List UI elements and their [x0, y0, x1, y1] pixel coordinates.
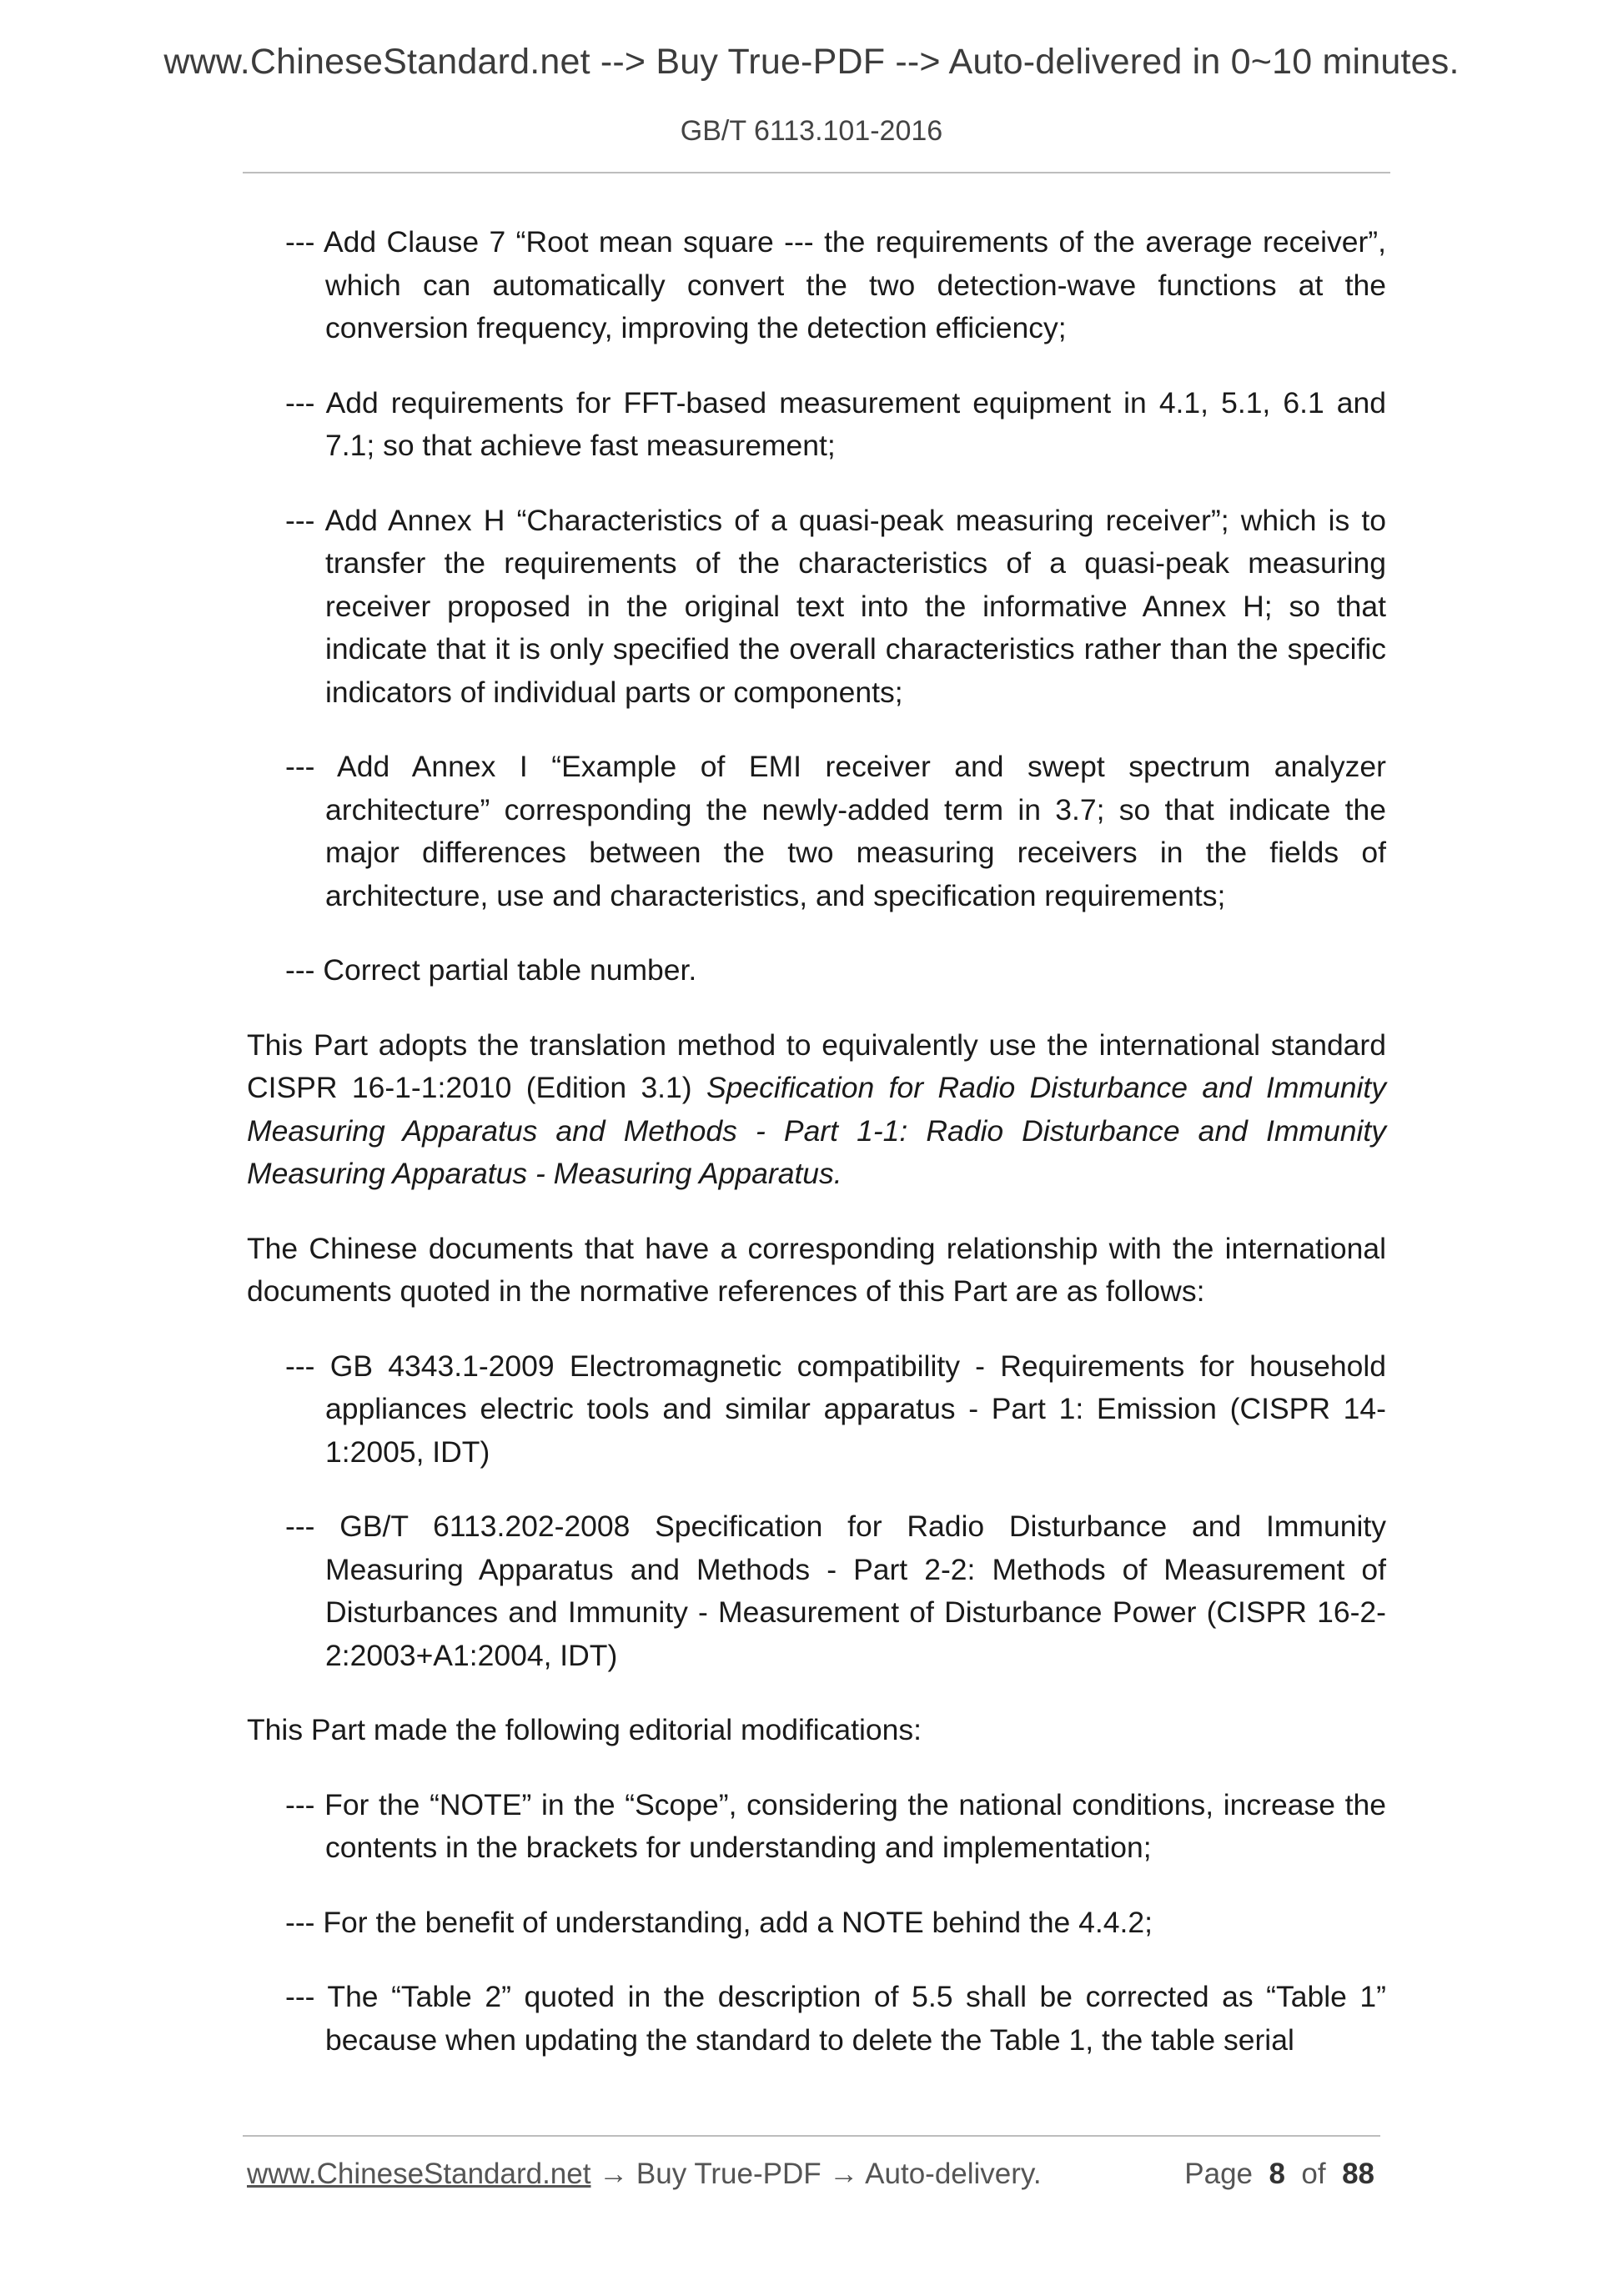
- footer-divider: [243, 2135, 1380, 2137]
- list-item: --- Add Clause 7 “Root mean square --- the requirements of the average receiver”, which can automatically convert the two detection-wave functions at the conversion frequency, improving the detection efficiency;: [285, 225, 1386, 344]
- footer-left: [247, 2158, 1042, 2191]
- adoption-lead: This Part adopts the translation method to equivalently use the international standard CISPR 16-1-1:2010 (Edition 3.1): [247, 1027, 1386, 1104]
- document-code: GB/T 6113.101-2016: [680, 115, 943, 147]
- editorial-intro: This Part made the following editorial modifications:: [247, 1713, 922, 1746]
- page-indicator: [1184, 2158, 1374, 2191]
- list-item: --- For the benefit of understanding, add a NOTE behind the 4.4.2;: [285, 1905, 1153, 1939]
- list-item: --- GB 4343.1-2009 Electromagnetic compatibility - Requirements for household appliances electric tools and similar apparatus - Part 1: Emission (CISPR 14-1:2005, IDT): [285, 1349, 1386, 1469]
- list-item: --- For the “NOTE” in the “Scope”, considering the national conditions, increase the contents in the brackets for understanding and implementation;: [285, 1787, 1386, 1864]
- list-item: --- GB/T 6113.202-2008 Specification for Radio Disturbance and Immunity Measuring Apparatus and Methods - Part 2-2: Methods of Measurement of Disturbances and Immunity - Measurement of Disturbance Power (CISPR 16-2-2:2003+A1:2004, IDT): [285, 1510, 1386, 1672]
- top-banner: www.ChineseStandard.net --> Buy True-PDF --> Auto-delivered in 0~10 minutes.: [163, 42, 1460, 82]
- list-item: --- Add Annex I “Example of EMI receiver and swept spectrum analyzer architecture” corresponding the newly-added term in 3.7; so that indicate the major differences between the two measuring receivers in the fields of architecture, use and characteristics, and specification requirements;: [285, 750, 1386, 912]
- adoption-standard-title: Specification for Radio Disturbance and Immunity Measuring Apparatus and Methods - Part 1-1: Radio Disturbance and Immunity Measuring Apparatus - Measuring Apparatus.: [247, 1071, 1386, 1190]
- header-divider: [243, 172, 1390, 173]
- of-label: of: [1301, 2158, 1326, 2190]
- list-item: --- Add Annex H “Characteristics of a quasi-peak measuring receiver”; which is to transfer the requirements of the characteristics of a quasi-peak measuring receiver proposed in the original text into the informative Annex H; so that indicate that it is only specified the overall characteristics rather than the specific indicators of individual parts or components;: [285, 503, 1386, 709]
- footer-tagline: → Buy True-PDF → Auto-delivery.: [590, 2158, 1042, 2190]
- references-intro: The Chinese documents that have a corresponding relationship with the international documents quoted in the normative references of this Part are as follows:: [247, 1231, 1386, 1308]
- page-total: 88: [1342, 2158, 1374, 2190]
- page-number: 8: [1269, 2158, 1285, 2190]
- list-item: --- Add requirements for FFT-based measurement equipment in 4.1, 5.1, 6.1 and 7.1; so that achieve fast measurement;: [285, 385, 1386, 462]
- list-item: --- Correct partial table number.: [285, 953, 697, 987]
- document-body: [247, 221, 1386, 2093]
- page-label: Page: [1184, 2158, 1254, 2190]
- list-item: --- The “Table 2” quoted in the description of 5.5 shall be corrected as “Table 1” because when updating the standard to delete the Table 1, the table serial: [285, 1980, 1386, 2057]
- footer-site-link[interactable]: www.ChineseStandard.net: [247, 2158, 591, 2190]
- adoption-paragraph: [247, 1024, 1386, 1196]
